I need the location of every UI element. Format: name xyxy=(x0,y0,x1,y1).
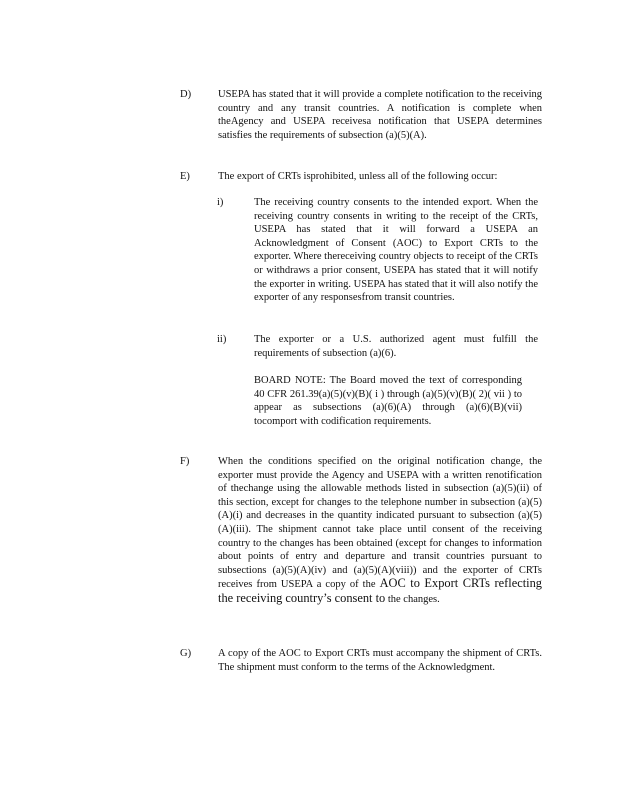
item-d-text: USEPA has stated that it will provide a complete notification to the receiving country and any transit countries. A notification is complete when theAgency and USEPA receivesa notification that USEPA determines satisfies the requirements of subsection (a)(5)(A). xyxy=(218,89,542,141)
item-g-text: A copy of the AOC to Export CRTs must accompany the shipment of CRTs. The shipment must conform to the terms of the Acknowledgment. xyxy=(218,648,542,673)
item-g-label: G) xyxy=(180,648,192,659)
board-note: BOARD NOTE: The Board moved the text of corresponding 40 CFR 261.39(a)(5)(v)(B)( i ) through (a)(5)(v)(B)( 2)( vii ) to appear as subsections (a)(6)(A) through (a)(6)(B)(vii) tocomport with codification requirements. xyxy=(254,375,522,427)
item-e-label: E) xyxy=(180,171,190,182)
item-e-i-label: i) xyxy=(217,197,224,208)
item-f-body-end: the changes. xyxy=(387,593,440,605)
item-f-body-large: AOC to Export CRTs reflecting the receiving country’s consent to xyxy=(218,576,542,605)
item-f-label: F) xyxy=(180,456,190,467)
item-f-text xyxy=(218,455,542,607)
item-d-label: D) xyxy=(180,89,192,100)
item-e-ii-label: ii) xyxy=(217,334,227,345)
item-e-i-text: The receiving country consents to the intended export. When the receiving country consents in writing to the receipt of the CRTs, USEPA has stated that it will forward a USEPA an Acknowledgment of Consent (AOC) to Export CRTs to the exporter. Where thereceiving country objects to receipt of the CRTs or withdraws a prior consent, USEPA has stated that it will notify the exporter in writing. USEPA has stated that it will also notify the exporter of any responsesfrom transit countries. xyxy=(254,197,538,304)
item-e-ii-text: The exporter or a U.S. authorized agent must fulfill the requirements of subsection (a)(6). xyxy=(254,334,538,359)
item-f-body: When the conditions specified on the original notification change, the exporter must provide the Agency and USEPA with a written renotification of thechange using the allowable methods listed in subsection (a)(5)(ii) of this section, except for changes to the telephone number in subsection (a)(5)(A)(i) and decreases in the quantity indicated pursuant to subsection (a)(5)(A)(iii). The shipment cannot take place until consent of the receiving country to the changes has been obtained (except for changes to information about points of entry and departure and transit countries pursuant to subsections (a)(5)(A)(iv) and (a)(5)(A)(viii)) and the exporter of CRTs receives from USEPA a copy of the xyxy=(218,456,542,591)
item-e-text: The export of CRTs isprohibited, unless all of the following occur: xyxy=(218,171,498,182)
